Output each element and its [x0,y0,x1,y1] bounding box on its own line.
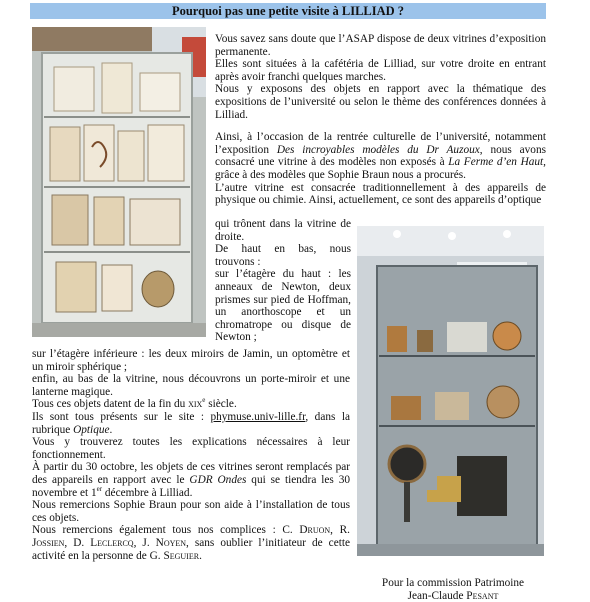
signature-commission: Pour la commission Patrimoine [360,577,546,590]
paragraph-thanks-all: Nous remercions également tous nos complices : C. Druon, R. Jossien, D. Leclercq, J. Noyen, sans oublier l’initiateur de cette activité en la personne de G. Seguier. [32,524,350,562]
column-details [32,348,350,562]
exhibition-title: Des incroyables modèles du Dr Auzoux [277,144,480,156]
paragraph-physics: L’autre vitrine est consacrée traditionnellement à des appareils de physique ou chimie. Ainsi, actuellement, ce sont des appareils d’optique [215,182,546,207]
display-case-photo-optics [357,226,544,556]
signature-author: Jean-Claude Pesant [360,590,546,602]
optics-case-illustration [357,226,544,556]
column-intro [215,33,546,207]
paragraph-auzoux: Ainsi, à l’occasion de la rentrée culturelle de l’université, notamment l’exposition Des incroyables modèles du Dr Auzoux, nous avons consacré une vitrine à des modèles non exposés à La Ferme d’en Haut, grâce à des modèles que Sophie Braun nous a procurés. [215,131,546,181]
paragraph-replacement: À partir du 30 octobre, les objets de ces vitrines seront remplacés par des appareils en rapport avec le GDR Ondes qui se tiendra les 30 novembre et 1er décembre à Lilliad. [32,461,350,499]
paragraph-right-case: qui trônent dans la vitrine de droite. [215,218,351,243]
display-case-illustration [32,27,206,337]
venue-name: La Ferme d’en Haut [448,156,543,168]
paragraph-explanations: Vous y trouverez toutes les explications nécessaires à leur fonctionnement. [32,436,350,461]
paragraph-top-shelf: sur l’étagère du haut : les anneaux de Newton, deux prismes sur pied de Hoffman, un anorthoscope et un chromatrope ou disque de Newton ; [215,268,351,344]
article-title: Pourquoi pas une petite visite à LILLIAD ? [30,3,546,19]
website-link[interactable]: phymuse.univ-lille.fr [210,411,305,423]
display-case-photo-models [32,27,206,337]
paragraph-vitrines: Vous savez sans doute que l’ASAP dispose de deux vitrines d’exposition permanente. [215,33,546,58]
paragraph-dating: Tous ces objets datent de la fin du xix$^e$ siècle. [32,398,350,411]
paragraph-lower-shelf: sur l’étagère inférieure : les deux miroirs de Jamin, un optomètre et un miroir sphérique ; [32,348,350,373]
paragraph-bottom: enfin, au bas de la vitrine, nous découvrons un porte-miroir et une lanterne magique. [32,373,350,398]
paragraph-thanks-sophie: Nous remercions Sophie Braun pour son aide à l’installation de tous ces objets. [32,499,350,524]
paragraph-top-down: De haut en bas, nous trouvons : [215,243,351,268]
paragraph-website: Ils sont tous présents sur le site : phymuse.univ-lille.fr, dans la rubrique Optique. [32,411,350,436]
paragraph-location: Elles sont situées à la cafétéria de Lilliad, sur votre droite en entrant après avoir franchi quelques marches. [215,58,546,83]
column-shelves [215,218,351,344]
signature [360,577,546,602]
paragraph-theme: Nous y exposons des objets en rapport avec la thématique des expositions de l’université ou selon le thème des conférences données à Lilliad. [215,83,546,121]
